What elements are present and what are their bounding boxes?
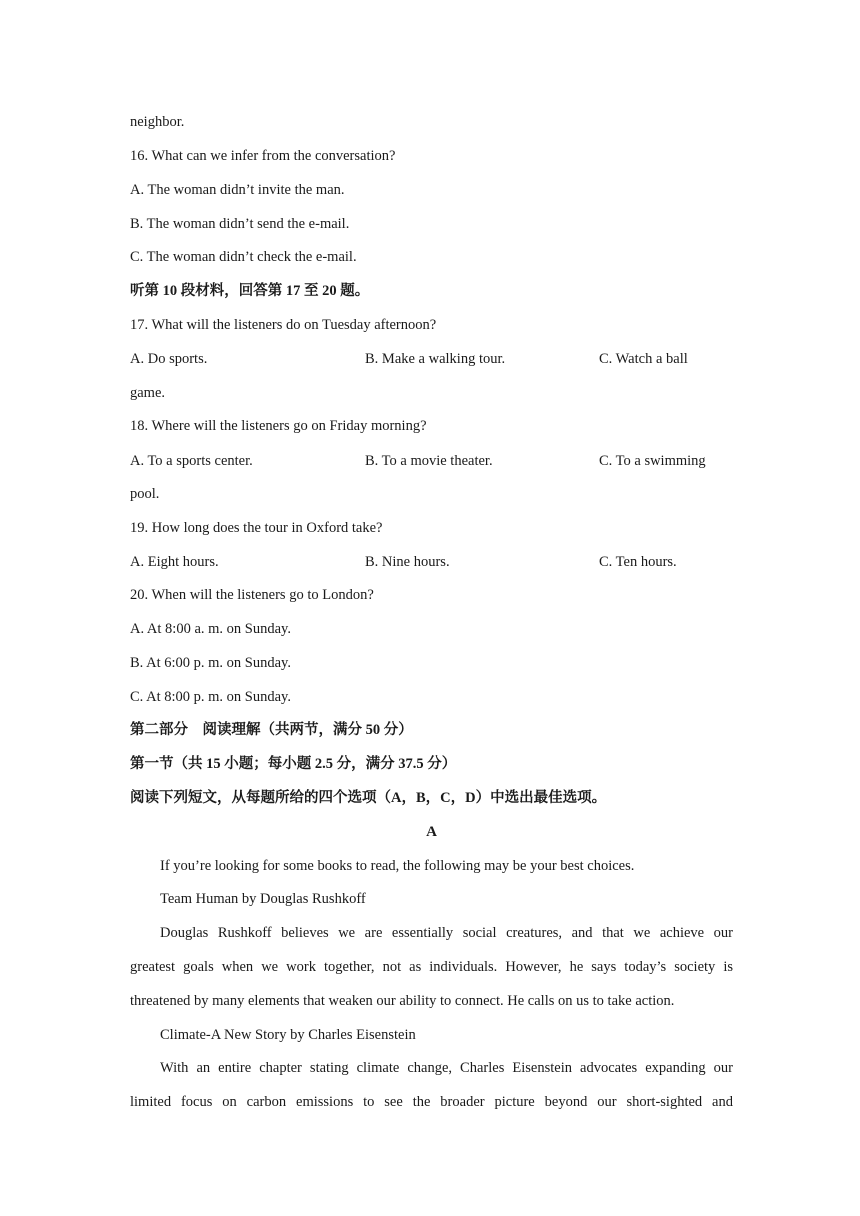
option-20a: A. At 8:00 a. m. on Sunday. xyxy=(130,621,291,637)
option-18c-continued: pool. xyxy=(130,486,160,502)
option-18c: C. To a swimming xyxy=(599,453,706,469)
paragraph-line: Douglas Rushkoff believes we are essentially social creatures, and that we achieve our xyxy=(160,925,733,941)
option-18a: A. To a sports center. xyxy=(130,453,253,469)
section-heading-1: 第一节（共 15 小题；每小题 2.5 分，满分 37.5 分） xyxy=(130,756,457,772)
option-16c: C. The woman didn’t check the e-mail. xyxy=(130,249,357,265)
section-heading-10: 听第 10 段材料，回答第 17 至 20 题。 xyxy=(130,283,370,299)
instructions: 阅读下列短文，从每题所给的四个选项（A，B，C，D）中选出最佳选项。 xyxy=(130,790,607,806)
option-19c: C. Ten hours. xyxy=(599,554,677,570)
option-16a: A. The woman didn’t invite the man. xyxy=(130,182,345,198)
passage-intro: If you’re looking for some books to read, the following may be your best choices. xyxy=(160,858,635,874)
question-20: 20. When will the listeners go to London? xyxy=(130,587,374,603)
option-17b: B. Make a walking tour. xyxy=(365,351,506,367)
question-19: 19. How long does the tour in Oxford take? xyxy=(130,520,383,536)
paragraph-line: threatened by many elements that weaken our ability to connect. He calls on us to take action. xyxy=(130,993,675,1009)
option-19b: B. Nine hours. xyxy=(365,554,450,570)
option-20c: C. At 8:00 p. m. on Sunday. xyxy=(130,689,291,705)
option-16b: B. The woman didn’t send the e-mail. xyxy=(130,216,350,232)
part-heading: 第二部分 阅读理解（共两节，满分 50 分） xyxy=(130,722,413,738)
paragraph-line: With an entire chapter stating climate change, Charles Eisenstein advocates expanding our xyxy=(160,1060,733,1076)
option-17c-continued: game. xyxy=(130,385,166,401)
option-20b: B. At 6:00 p. m. on Sunday. xyxy=(130,655,291,671)
option-18b: B. To a movie theater. xyxy=(365,453,493,469)
paragraph-line: greatest goals when we work together, not as individuals. However, he says today’s society is xyxy=(130,959,733,975)
passage-label: A xyxy=(426,824,437,840)
question-16: 16. What can we infer from the conversation? xyxy=(130,148,396,164)
option-19a: A. Eight hours. xyxy=(130,554,219,570)
book-title-1: Team Human by Douglas Rushkoff xyxy=(160,891,366,907)
paragraph-line: limited focus on carbon emissions to see the broader picture beyond our short-sighted and xyxy=(130,1094,733,1110)
question-18: 18. Where will the listeners go on Friday morning? xyxy=(130,418,427,434)
book-title-2: Climate-A New Story by Charles Eisenstein xyxy=(160,1027,416,1043)
question-17: 17. What will the listeners do on Tuesday afternoon? xyxy=(130,317,437,333)
option-17c: C. Watch a ball xyxy=(599,351,688,367)
option-17a: A. Do sports. xyxy=(130,351,208,367)
text-line: neighbor. xyxy=(130,114,185,130)
